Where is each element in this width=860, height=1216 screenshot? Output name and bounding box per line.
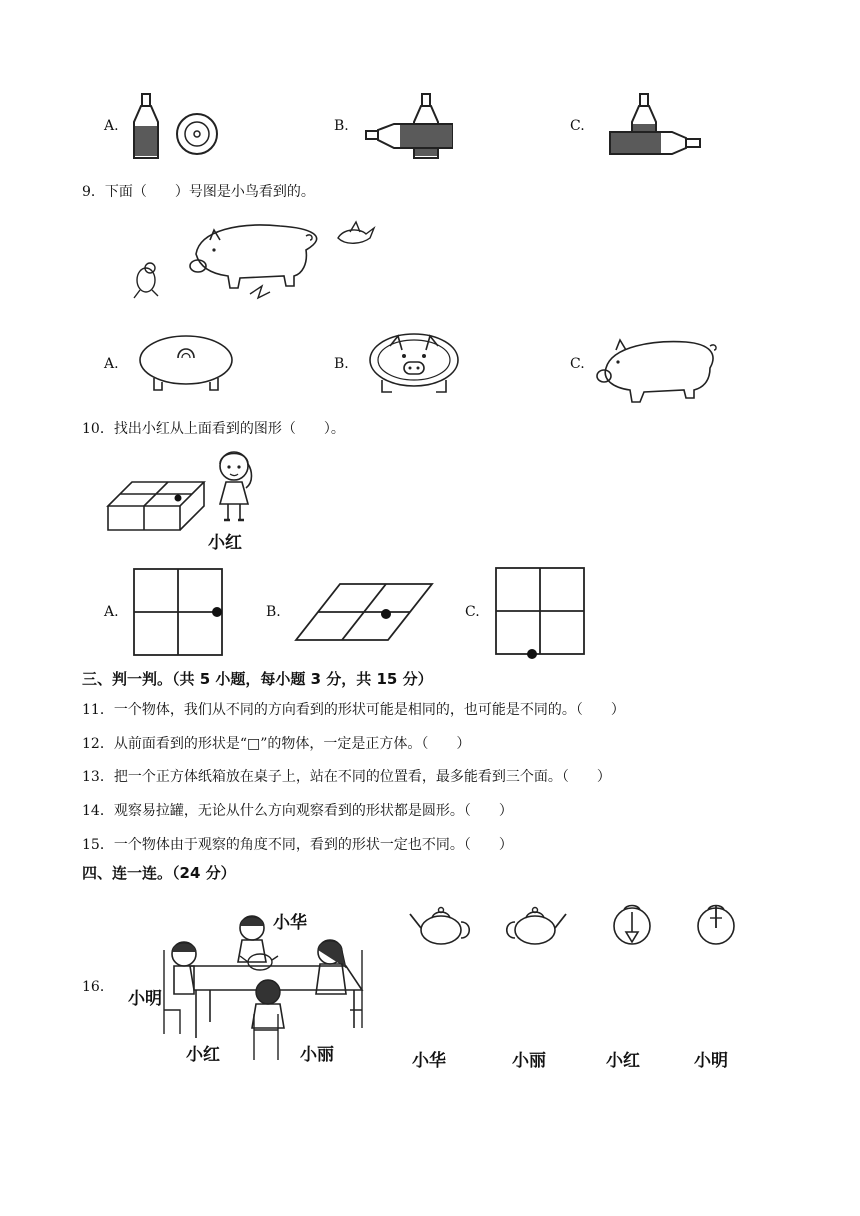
q10-number: 10． xyxy=(82,421,114,437)
q16-bottom-label-1: 小华 xyxy=(412,1051,446,1071)
q11-text: 一个物体，我们从不同的方向看到的形状可能是相同的，也可能是不同的。（ ） xyxy=(113,702,625,718)
q8-option-a-bottle-and-circle-image xyxy=(128,92,228,162)
q16-teapot-view-4-image xyxy=(686,898,746,948)
q16-label-bottom-left: 小红 xyxy=(186,1045,220,1065)
q16-teapot-view-2-image xyxy=(500,900,570,950)
q11-item xyxy=(82,699,625,719)
q9-option-a-top-view-image xyxy=(136,332,236,396)
q16-teapot-view-1-image xyxy=(406,900,476,950)
q8-option-b-label: B. xyxy=(334,118,349,134)
section-3-title: 三、判一判。（共 5 小题，每小题 3 分，共 15 分） xyxy=(82,670,433,688)
q8-option-c-label: C. xyxy=(570,118,585,134)
q9-option-b-front-view-image xyxy=(364,330,464,396)
q9-number: 9． xyxy=(82,184,105,200)
q9-option-a-label: A. xyxy=(104,356,119,372)
q9-question xyxy=(82,181,315,201)
q9-option-b-label: B. xyxy=(334,356,349,372)
q16-bottom-label-4: 小明 xyxy=(694,1051,728,1071)
q9-option-c-side-view-image xyxy=(594,332,724,408)
q12-number: 12． xyxy=(82,736,114,752)
section-4-title: 四、连一连。（24 分） xyxy=(82,864,236,882)
q12-text: 从前面看到的形状是“□”的物体，一定是正方体。（ ） xyxy=(113,736,471,752)
q15-text: 一个物体由于观察的角度不同，看到的形状一定也不同。（ ） xyxy=(113,837,513,853)
q16-label-top: 小华 xyxy=(273,913,307,933)
q10-option-a-label: A. xyxy=(104,604,119,620)
q16-teapot-view-3-image xyxy=(602,898,662,948)
q16-label-left: 小明 xyxy=(128,989,162,1009)
q14-number: 14． xyxy=(82,803,114,819)
q10-option-b-parallelogram-grid-image xyxy=(294,582,434,642)
q9-text: 下面（ ）号图是小鸟看到的。 xyxy=(104,184,315,200)
q14-item xyxy=(82,800,513,820)
q10-option-c-label: C. xyxy=(465,604,480,620)
q8-option-c-bottles-image xyxy=(604,92,714,162)
q13-item xyxy=(82,766,611,786)
q13-text: 把一个正方体纸箱放在桌子上，站在不同的位置看，最多能看到三个面。（ ） xyxy=(113,769,611,785)
q10-box-3d-image xyxy=(104,476,214,536)
q9-pig-mouse-bird-scene-image xyxy=(130,210,390,310)
q10-question xyxy=(82,418,345,438)
q16-number: 16． xyxy=(82,979,114,995)
q14-text: 观察易拉罐，无论从什么方向观察看到的形状都是圆形。（ ） xyxy=(113,803,513,819)
q15-number: 15． xyxy=(82,837,114,853)
q13-number: 13． xyxy=(82,769,114,785)
q16-bottom-label-3: 小红 xyxy=(606,1051,640,1071)
q8-option-b-bottles-image xyxy=(364,92,474,162)
q10-text: 找出小红从上面看到的图形（ ）。 xyxy=(113,421,345,437)
q16-bottom-label-2: 小丽 xyxy=(512,1051,546,1071)
q10-girl-xiaohong-image xyxy=(210,448,260,528)
q11-number: 11． xyxy=(82,702,114,718)
q16-label-bottom-right: 小丽 xyxy=(300,1045,334,1065)
q10-option-a-grid-image xyxy=(132,567,224,657)
q10-girl-label: 小红 xyxy=(208,533,242,553)
q15-item xyxy=(82,834,513,854)
q8-option-a-label: A. xyxy=(104,118,119,134)
q9-option-c-label: C. xyxy=(570,356,585,372)
q12-item xyxy=(82,733,470,753)
q10-option-b-label: B. xyxy=(266,604,281,620)
q10-option-c-grid-image xyxy=(494,566,586,658)
